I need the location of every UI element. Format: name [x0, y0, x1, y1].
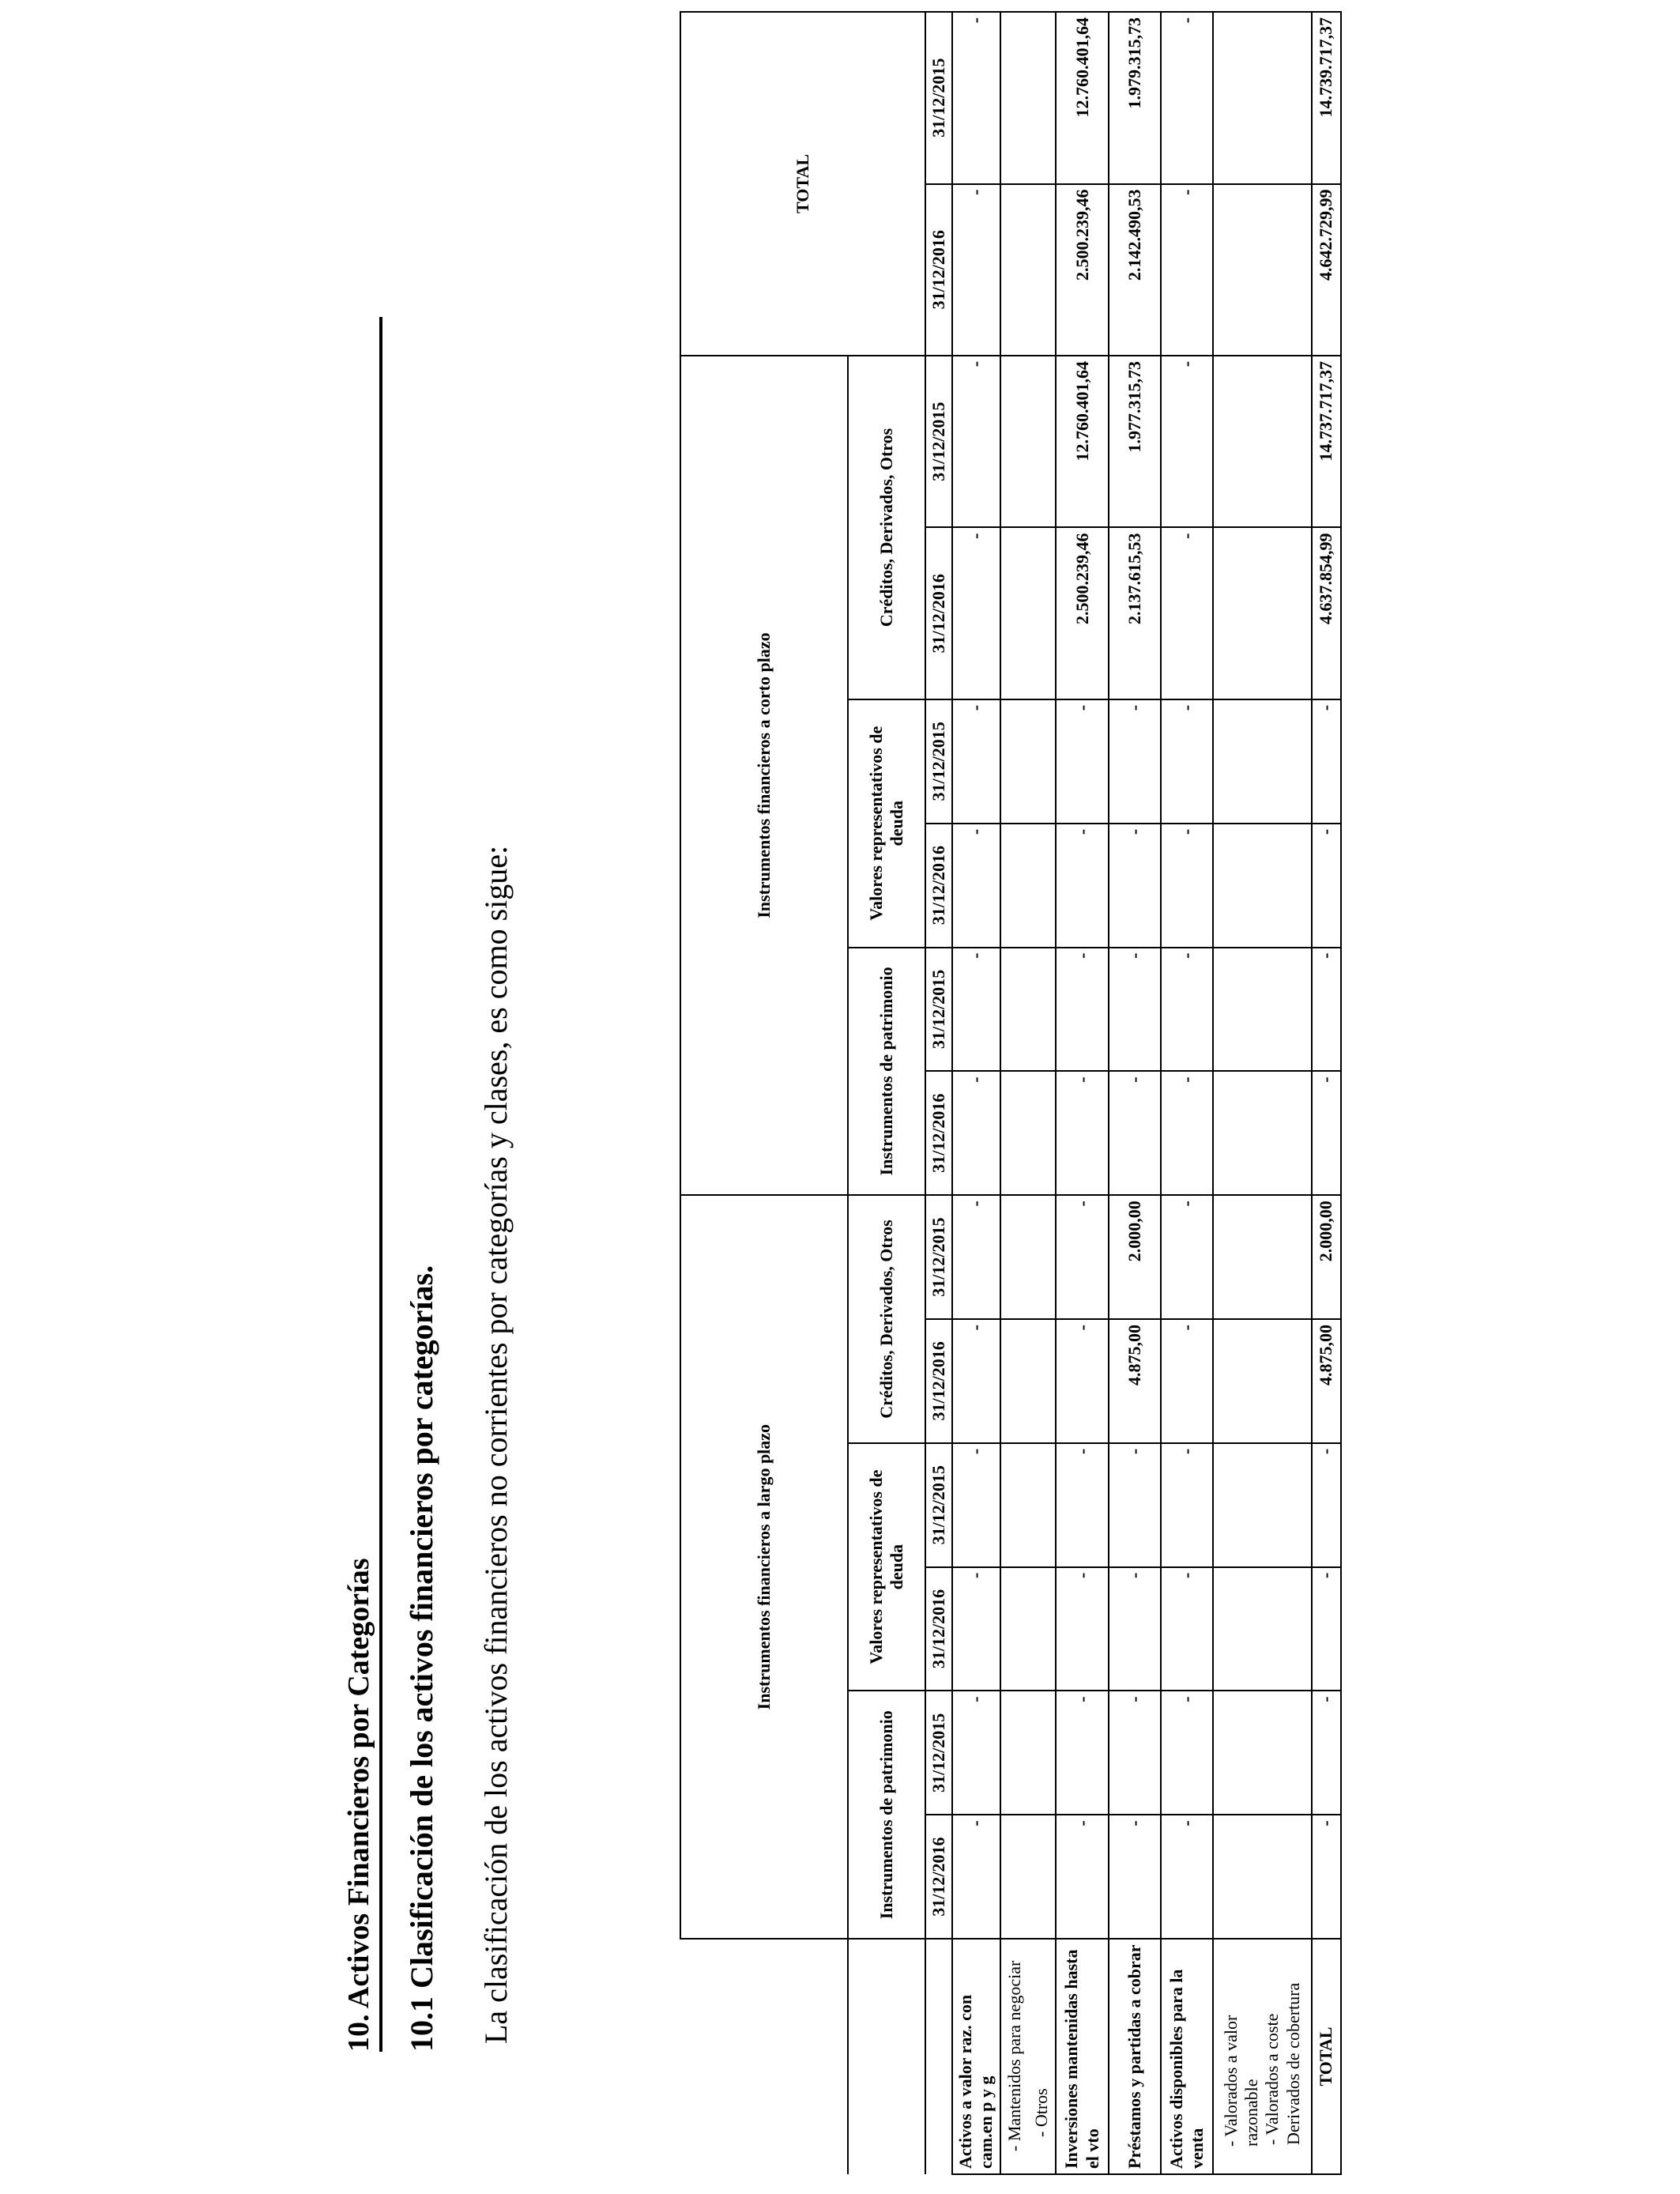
value-cell: -: [952, 12, 1000, 184]
value-cell: -: [1109, 699, 1161, 824]
total-cell: -: [1312, 824, 1341, 948]
value-cell: -: [1109, 1815, 1161, 1939]
value-cell: [1028, 1071, 1056, 1195]
date-header: 31/12/2016: [925, 184, 952, 356]
value-cell: -: [1161, 1319, 1213, 1443]
value-cell: [1000, 699, 1028, 824]
short-term-header: Instrumentos financieros a corto plazo: [680, 356, 848, 1195]
value-cell: [1028, 1815, 1056, 1939]
value-cell: -: [1056, 1567, 1108, 1691]
value-cell: [1213, 356, 1311, 528]
value-cell: -: [1161, 1443, 1213, 1567]
corner-cell: [680, 1939, 848, 2174]
value-cell: [1028, 356, 1056, 528]
value-cell: -: [1161, 1071, 1213, 1195]
total-cell: 4.642.729,99: [1312, 184, 1341, 356]
value-cell: [1028, 12, 1056, 184]
value-cell: 1.977.315,73: [1109, 356, 1161, 528]
value-cell: -: [1056, 824, 1108, 948]
value-cell: [1000, 1071, 1028, 1195]
date-header-row: [925, 12, 952, 2174]
table-row: [1161, 12, 1213, 2174]
table-row: [1000, 12, 1028, 2174]
value-cell: -: [952, 1319, 1000, 1443]
value-cell: -: [952, 1443, 1000, 1567]
value-cell: [1000, 1195, 1028, 1319]
value-cell: [1028, 824, 1056, 948]
value-cell: [1000, 1815, 1028, 1939]
table-row: [1109, 12, 1161, 2174]
value-cell: -: [1161, 12, 1213, 184]
value-cell: [1028, 1691, 1056, 1815]
value-cell: -: [952, 1071, 1000, 1195]
value-cell: [1213, 1443, 1311, 1567]
row-label-line: - Valorados a valor razonable: [1220, 2015, 1262, 2147]
value-cell: 2.142.490,53: [1109, 184, 1161, 356]
value-cell: [1028, 184, 1056, 356]
row-label: Activos a valor raz. con cam.en p y g: [952, 1939, 1000, 2174]
table-row: [1056, 12, 1108, 2174]
value-cell: -: [1109, 1071, 1161, 1195]
value-cell: -: [1161, 356, 1213, 528]
intro-paragraph: La clasificación de los activos financieros no corrientes por categorías y clases, es como sigue:: [478, 845, 514, 2044]
value-cell: [1213, 12, 1311, 184]
value-cell: -: [1109, 1567, 1161, 1691]
value-cell: [1028, 948, 1056, 1072]
value-cell: -: [1161, 528, 1213, 699]
value-cell: -: [1161, 699, 1213, 824]
value-cell: -: [1056, 1071, 1108, 1195]
value-cell: [1213, 1071, 1311, 1195]
row-label: Activos disponibles para la venta: [1161, 1939, 1213, 2174]
value-cell: 2.137.615,53: [1109, 528, 1161, 699]
row-label: [1213, 1939, 1311, 2174]
value-cell: -: [1109, 824, 1161, 948]
date-header: 31/12/2015: [925, 1195, 952, 1319]
value-cell: [1000, 184, 1028, 356]
value-cell: 2.500.239,46: [1056, 184, 1108, 356]
value-cell: [1000, 1691, 1028, 1815]
financial-assets-table: [680, 11, 1342, 2175]
total-row: [1312, 12, 1341, 2174]
value-cell: [1213, 1195, 1311, 1319]
date-header: 31/12/2016: [925, 1815, 952, 1939]
value-cell: [1213, 1815, 1311, 1939]
long-term-header: Instrumentos financieros a largo plazo: [680, 1195, 848, 1939]
value-cell: [1213, 1691, 1311, 1815]
corner-cell-2: [848, 1939, 925, 2174]
value-cell: [1213, 184, 1311, 356]
value-cell: [1000, 356, 1028, 528]
table-row: [1213, 12, 1311, 2174]
value-cell: 2.000,00: [1109, 1195, 1161, 1319]
value-cell: -: [1161, 184, 1213, 356]
value-cell: [1000, 12, 1028, 184]
value-cell: -: [1056, 1195, 1108, 1319]
total-cell: 14.739.717,37: [1312, 12, 1341, 184]
section-heading: 10. Activos Financieros por Categorías: [342, 1558, 375, 2052]
total-cell: -: [1312, 1691, 1341, 1815]
lt-equity-header: Instrumentos de patrimonio: [848, 1691, 925, 1939]
row-label: Inversiones mantenidas hasta el vto: [1056, 1939, 1108, 2174]
value-cell: -: [952, 528, 1000, 699]
date-header: 31/12/2015: [925, 1443, 952, 1567]
group-header-row: [680, 12, 848, 2174]
value-cell: -: [1056, 1815, 1108, 1939]
row-label-line: Derivados de cobertura: [1283, 1982, 1303, 2145]
subsection-heading: 10.1 Clasificación de los activos financieros por categorías.: [404, 1265, 439, 2052]
total-cell: -: [1312, 699, 1341, 824]
st-equity-header: Instrumentos de patrimonio: [848, 948, 925, 1196]
date-header: 31/12/2015: [925, 12, 952, 184]
value-cell: [1000, 1443, 1028, 1567]
value-cell: [1213, 1567, 1311, 1691]
value-cell: -: [952, 356, 1000, 528]
row-label: - Mantenidos para negociar: [1000, 1939, 1028, 2174]
row-label: Préstamos y partidas a cobrar: [1109, 1939, 1161, 2174]
total-cell: -: [1312, 948, 1341, 1072]
value-cell: [1213, 528, 1311, 699]
value-cell: [1213, 948, 1311, 1072]
value-cell: [1028, 1319, 1056, 1443]
value-cell: -: [952, 1691, 1000, 1815]
value-cell: [1000, 824, 1028, 948]
value-cell: [1213, 824, 1311, 948]
value-cell: -: [1056, 1443, 1108, 1567]
row-label-line: - Valorados a coste: [1262, 2013, 1283, 2145]
value-cell: -: [1161, 1195, 1213, 1319]
total-cell: -: [1312, 1071, 1341, 1195]
date-header: 31/12/2016: [925, 528, 952, 699]
value-cell: -: [1161, 1815, 1213, 1939]
date-header: 31/12/2016: [925, 1567, 952, 1691]
value-cell: -: [1109, 948, 1161, 1072]
value-cell: [1028, 1195, 1056, 1319]
value-cell: [1000, 528, 1028, 699]
date-header: 31/12/2015: [925, 1691, 952, 1815]
value-cell: -: [1109, 1443, 1161, 1567]
value-cell: 4.875,00: [1109, 1319, 1161, 1443]
date-header: 31/12/2016: [925, 1319, 952, 1443]
value-cell: -: [1161, 824, 1213, 948]
total-cell: 4.637.854,99: [1312, 528, 1341, 699]
total-header: TOTAL: [680, 12, 925, 356]
value-cell: 1.979.315,73: [1109, 12, 1161, 184]
corner-cell-3: [925, 1939, 952, 2174]
value-cell: -: [952, 1815, 1000, 1939]
value-cell: 12.760.401,64: [1056, 12, 1108, 184]
date-header: 31/12/2016: [925, 824, 952, 948]
total-label: TOTAL: [1312, 1939, 1341, 2174]
value-cell: -: [1161, 1691, 1213, 1815]
value-cell: [1000, 1567, 1028, 1691]
date-header: 31/12/2015: [925, 356, 952, 528]
value-cell: [1000, 948, 1028, 1072]
date-header: 31/12/2015: [925, 699, 952, 824]
lt-debt-header: Valores representativos de deuda: [848, 1443, 925, 1691]
value-cell: -: [1056, 699, 1108, 824]
value-cell: -: [952, 699, 1000, 824]
table-row: [1028, 12, 1056, 2174]
value-cell: -: [952, 824, 1000, 948]
value-cell: -: [1056, 1691, 1108, 1815]
value-cell: -: [1056, 948, 1108, 1072]
value-cell: -: [952, 1195, 1000, 1319]
value-cell: -: [1056, 1319, 1108, 1443]
date-header: 31/12/2015: [925, 948, 952, 1072]
value-cell: -: [952, 1567, 1000, 1691]
value-cell: [1028, 1567, 1056, 1691]
date-header: 31/12/2016: [925, 1071, 952, 1195]
lt-credits-header: Créditos, Derivados, Otros: [848, 1195, 925, 1443]
st-debt-header: Valores representativos de deuda: [848, 699, 925, 948]
st-credits-header: Créditos, Derivados, Otros: [848, 356, 925, 699]
value-cell: 12.760.401,64: [1056, 356, 1108, 528]
row-label: - Otros: [1028, 1939, 1056, 2174]
value-cell: [1213, 699, 1311, 824]
total-cell: -: [1312, 1443, 1341, 1567]
value-cell: -: [1109, 1691, 1161, 1815]
total-cell: 4.875,00: [1312, 1319, 1341, 1443]
total-cell: 2.000,00: [1312, 1195, 1341, 1319]
value-cell: [1028, 528, 1056, 699]
value-cell: -: [952, 948, 1000, 1072]
value-cell: [1000, 1319, 1028, 1443]
value-cell: -: [1161, 1567, 1213, 1691]
value-cell: -: [952, 184, 1000, 356]
total-cell: -: [1312, 1815, 1341, 1939]
heading-underline: [379, 317, 382, 2052]
value-cell: 2.500.239,46: [1056, 528, 1108, 699]
value-cell: -: [1161, 948, 1213, 1072]
value-cell: [1028, 1443, 1056, 1567]
table-row: [952, 12, 1000, 2174]
value-cell: [1213, 1319, 1311, 1443]
value-cell: [1028, 699, 1056, 824]
total-cell: -: [1312, 1567, 1341, 1691]
total-cell: 14.737.717,37: [1312, 356, 1341, 528]
